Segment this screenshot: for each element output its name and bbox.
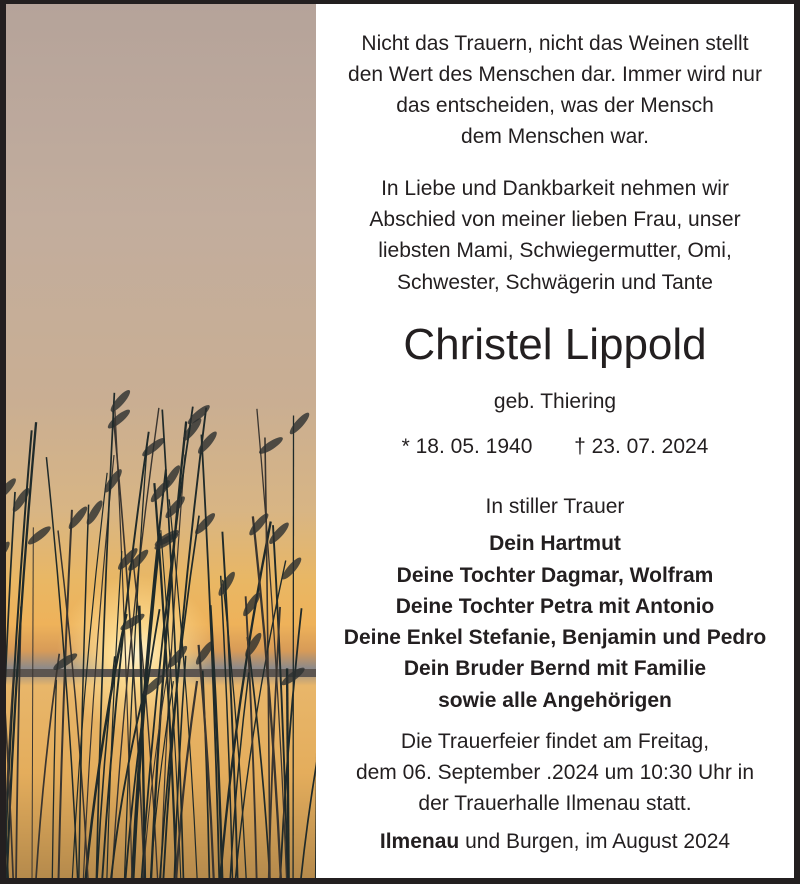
- mourning-heading: In stiller Trauer: [485, 495, 625, 518]
- mourner-line: sowie alle Angehörigen: [438, 689, 672, 712]
- reed-plume: [6, 476, 18, 502]
- reed-stem: [52, 680, 56, 878]
- quote-line: Nicht das Trauern, nicht das Weinen stellt: [361, 32, 749, 55]
- reed-plume: [163, 494, 187, 520]
- mourner-line: Dein Bruder Bernd mit Familie: [403, 657, 707, 680]
- reed-stem: [58, 510, 72, 878]
- reed-plume: [243, 631, 264, 659]
- reed-stem: [96, 393, 114, 878]
- quote-line: dem Menschen war.: [461, 125, 649, 148]
- deceased-name: Christel Lippold: [403, 320, 707, 369]
- reed-plume: [240, 590, 262, 618]
- sunset-reeds-photo: [6, 4, 316, 878]
- reed-plume: [66, 504, 90, 531]
- reed-plume: [195, 429, 219, 456]
- reed-plume: [257, 435, 285, 457]
- reed-plume: [26, 524, 53, 547]
- ceremony-line: Die Trauerfeier findet am Freitag,: [400, 730, 710, 753]
- maiden-name: geb. Thiering: [493, 390, 617, 413]
- birth-date: * 18. 05. 1940: [401, 435, 533, 458]
- mourner-line: Dein Hartmut: [489, 532, 621, 555]
- reed-plume: [102, 467, 125, 495]
- reed-stem: [79, 505, 89, 878]
- mourner-line: Deine Enkel Stefanie, Benjamin und Pedro: [343, 626, 767, 649]
- intro-line: Schwester, Schwägerin und Tante: [397, 271, 713, 294]
- reed-stem: [257, 409, 287, 878]
- life-dates: [316, 433, 794, 461]
- reed-plume: [106, 407, 133, 431]
- reed-plume: [140, 435, 167, 458]
- mourner-line: Deine Tochter Dagmar, Wolfram: [396, 564, 714, 587]
- quote-line: das entscheiden, was der Mensch: [396, 94, 714, 117]
- reed-stem: [32, 527, 33, 878]
- intro-line: liebsten Mami, Schwiegermutter, Omi,: [378, 239, 732, 262]
- reed-stem: [300, 610, 316, 878]
- intro-line: In Liebe und Dankbarkeit nehmen wir: [381, 177, 729, 200]
- death-date: † 23. 07. 2024: [574, 435, 709, 458]
- reed-plume: [287, 410, 312, 436]
- place-date-line: [316, 828, 794, 856]
- reed-stem: [287, 668, 289, 878]
- reed-plume: [280, 555, 304, 581]
- place-rest: und Burgen, im August 2024: [459, 830, 731, 853]
- intro-line: Abschied von meiner lieben Frau, unser: [369, 208, 741, 231]
- mourner-line: Deine Tochter Petra mit Antonio: [395, 595, 715, 618]
- quote-line: den Wert des Menschen dar. Immer wird nur: [348, 63, 762, 86]
- ceremony-line: dem 06. September .2024 um 10:30 Uhr in: [355, 761, 755, 784]
- obituary-text-panel: [316, 4, 794, 878]
- reeds-silhouette: [6, 4, 316, 878]
- ceremony-line: der Trauerhalle Ilmenau statt.: [418, 792, 692, 815]
- place-bold: Ilmenau: [379, 830, 460, 853]
